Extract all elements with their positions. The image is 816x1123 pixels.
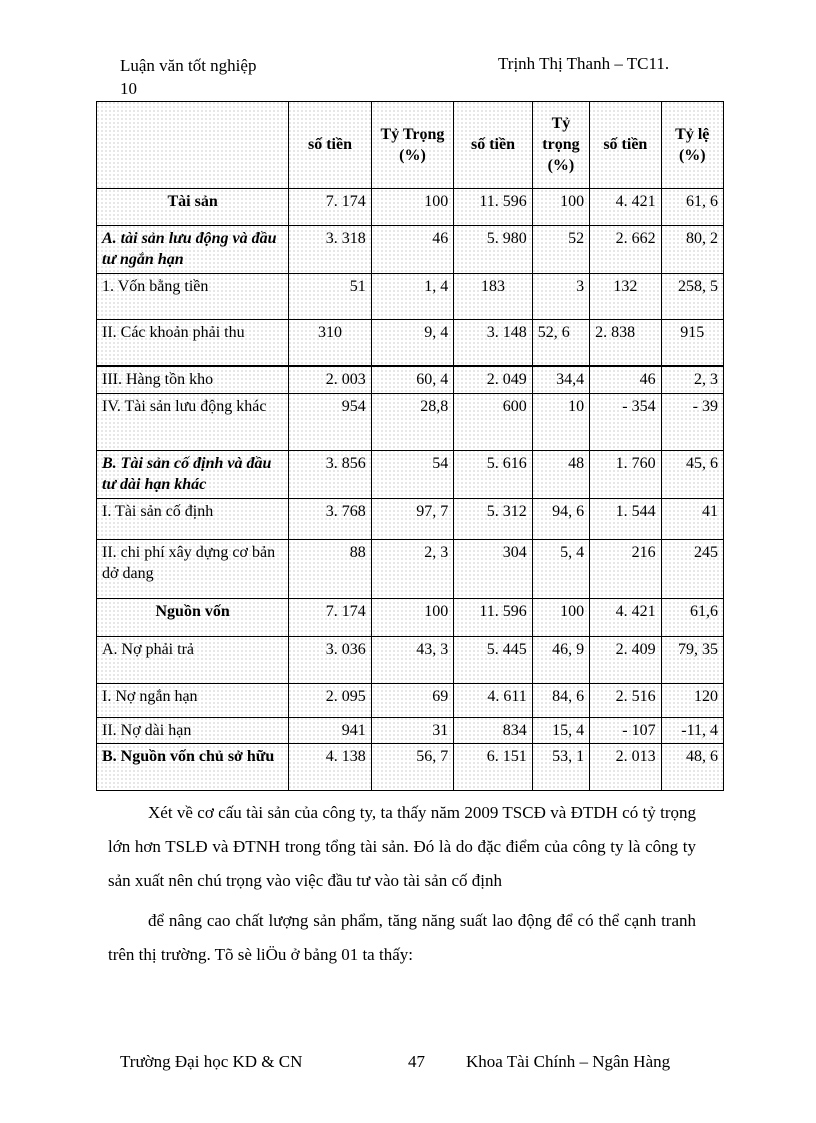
cell: 100 bbox=[371, 188, 454, 225]
cell: 4. 611 bbox=[454, 683, 533, 717]
cell: 2. 662 bbox=[590, 226, 661, 274]
cell: 60, 4 bbox=[371, 366, 454, 393]
cell: 3. 768 bbox=[289, 498, 372, 539]
cell: 11. 596 bbox=[454, 188, 533, 225]
cell: 5. 445 bbox=[454, 637, 533, 684]
cell: 3. 318 bbox=[289, 226, 372, 274]
cell: 51 bbox=[289, 273, 372, 320]
cell: 245 bbox=[661, 540, 723, 599]
cell: 41 bbox=[661, 498, 723, 539]
cell: 2. 049 bbox=[454, 366, 533, 393]
cell: 7. 174 bbox=[289, 598, 372, 636]
row-label: I. Nợ ngắn hạn bbox=[97, 683, 289, 717]
cell: 132 bbox=[590, 273, 661, 320]
cell: 304 bbox=[454, 540, 533, 599]
cell: 2. 409 bbox=[590, 637, 661, 684]
table-row bbox=[97, 744, 724, 791]
cell: 79, 35 bbox=[661, 637, 723, 684]
row-label: A. Nợ phải trả bbox=[97, 637, 289, 684]
cell: 28,8 bbox=[371, 393, 454, 451]
cell: 10 bbox=[532, 393, 589, 451]
header-cell: Tỷ Trọng (%) bbox=[371, 102, 454, 189]
cell: 4. 138 bbox=[289, 744, 372, 791]
row-label: III. Hàng tồn kho bbox=[97, 366, 289, 393]
cell: 56, 7 bbox=[371, 744, 454, 791]
cell: 5. 980 bbox=[454, 226, 533, 274]
cell: 258, 5 bbox=[661, 273, 723, 320]
cell: 46, 9 bbox=[532, 637, 589, 684]
table-row bbox=[97, 188, 724, 225]
cell: 2. 095 bbox=[289, 683, 372, 717]
row-label: II. Các khoản phải thu bbox=[97, 320, 289, 367]
cell: 61, 6 bbox=[661, 188, 723, 225]
table-row bbox=[97, 683, 724, 717]
cell: 54 bbox=[371, 451, 454, 499]
cell: 5. 312 bbox=[454, 498, 533, 539]
cell: 2. 013 bbox=[590, 744, 661, 791]
header-cell: số tiền bbox=[289, 102, 372, 189]
table-header-row bbox=[97, 102, 724, 189]
balance-table bbox=[96, 101, 724, 791]
paragraph-2: để nâng cao chất lượng sản phẩm, tăng năng suất lao động để có thể cạnh tranh trên thị trường. Tõ sè liÖu ở bảng 01 ta thấy: bbox=[108, 911, 696, 964]
cell: 2. 003 bbox=[289, 366, 372, 393]
row-label: I. Tài sản cố định bbox=[97, 498, 289, 539]
cell: 100 bbox=[371, 598, 454, 636]
author-name: Trịnh Thị Thanh – TC11. bbox=[498, 54, 670, 73]
cell: 69 bbox=[371, 683, 454, 717]
table-row bbox=[97, 273, 724, 320]
cell: 48 bbox=[532, 451, 589, 499]
cell: - 39 bbox=[661, 393, 723, 451]
header-cell: số tiền bbox=[454, 102, 533, 189]
cell: 3. 856 bbox=[289, 451, 372, 499]
cell: 5. 616 bbox=[454, 451, 533, 499]
cell: 11. 596 bbox=[454, 598, 533, 636]
cell: 310 bbox=[289, 320, 372, 367]
cell: 61,6 bbox=[661, 598, 723, 636]
cell: 94, 6 bbox=[532, 498, 589, 539]
cell: 3. 148 bbox=[454, 320, 533, 367]
table-row bbox=[97, 451, 724, 499]
row-label: B. Nguồn vốn chủ sở hữu bbox=[97, 744, 289, 791]
footer-page-number: 47 bbox=[408, 1052, 425, 1071]
cell: 88 bbox=[289, 540, 372, 599]
cell: 2, 3 bbox=[371, 540, 454, 599]
row-label: 1. Vốn bằng tiền bbox=[97, 273, 289, 320]
row-label: II. chi phí xây dựng cơ bản dở dang bbox=[97, 540, 289, 599]
cell: -11, 4 bbox=[661, 718, 723, 744]
cell: 46 bbox=[371, 226, 454, 274]
paragraph-1: Xét về cơ cấu tài sản của công ty, ta thấy năm 2009 TSCĐ và ĐTDH có tỷ trọng lớn hơn TSLĐ và ĐTNH trong tổng tài sản. Đó là do đặc điểm của công ty là công ty sản xuất nên chú trọng vào việc đầu tư vào tài sản cố định bbox=[108, 803, 696, 890]
body-text-continued bbox=[108, 904, 696, 972]
cell: 1. 544 bbox=[590, 498, 661, 539]
row-label: A. tài sản lưu động và đầu tư ngắn hạn bbox=[97, 226, 289, 274]
cell: 954 bbox=[289, 393, 372, 451]
cell: 4. 421 bbox=[590, 188, 661, 225]
table-row bbox=[97, 393, 724, 451]
cell: 3 bbox=[532, 273, 589, 320]
header-cell: Tỷ lệ (%) bbox=[661, 102, 723, 189]
cell: 34,4 bbox=[532, 366, 589, 393]
cell: 52, 6 bbox=[532, 320, 589, 367]
cell: 4. 421 bbox=[590, 598, 661, 636]
cell: 7. 174 bbox=[289, 188, 372, 225]
table-row bbox=[97, 366, 724, 393]
cell: 100 bbox=[532, 188, 589, 225]
thesis-title: Luận văn tốt nghiệp bbox=[120, 56, 257, 75]
cell: 216 bbox=[590, 540, 661, 599]
cell: 1. 760 bbox=[590, 451, 661, 499]
body-text bbox=[108, 796, 696, 898]
cell: 915 bbox=[661, 320, 723, 367]
cell: 46 bbox=[590, 366, 661, 393]
cell: 97, 7 bbox=[371, 498, 454, 539]
cell: 183 bbox=[454, 273, 533, 320]
cell: 43, 3 bbox=[371, 637, 454, 684]
cell: - 354 bbox=[590, 393, 661, 451]
cell: 100 bbox=[532, 598, 589, 636]
row-label: B. Tài sản cố định và đầu tư dài hạn khác bbox=[97, 451, 289, 499]
row-label: II. Nợ dài hạn bbox=[97, 718, 289, 744]
cell: 3. 036 bbox=[289, 637, 372, 684]
cell: 45, 6 bbox=[661, 451, 723, 499]
table-row bbox=[97, 540, 724, 599]
balance-table-wrapper bbox=[96, 101, 724, 791]
cell: - 107 bbox=[590, 718, 661, 744]
header-cell: số tiền bbox=[590, 102, 661, 189]
cell: 15, 4 bbox=[532, 718, 589, 744]
cell: 834 bbox=[454, 718, 533, 744]
footer-faculty: Khoa Tài Chính – Ngân Hàng bbox=[466, 1052, 671, 1071]
header-cell: Tỷ trọng (%) bbox=[532, 102, 589, 189]
header-left bbox=[120, 54, 256, 100]
table-row bbox=[97, 498, 724, 539]
cell: 6. 151 bbox=[454, 744, 533, 791]
cell: 48, 6 bbox=[661, 744, 723, 791]
cell: 1, 4 bbox=[371, 273, 454, 320]
cell: 5, 4 bbox=[532, 540, 589, 599]
cell: 53, 1 bbox=[532, 744, 589, 791]
table-row bbox=[97, 226, 724, 274]
table-row bbox=[97, 320, 724, 367]
table-row bbox=[97, 637, 724, 684]
cell: 52 bbox=[532, 226, 589, 274]
table-row bbox=[97, 718, 724, 744]
cell: 941 bbox=[289, 718, 372, 744]
cell: 84, 6 bbox=[532, 683, 589, 717]
cell: 600 bbox=[454, 393, 533, 451]
footer-school: Trường Đại học KD & CN bbox=[120, 1052, 303, 1071]
row-label: Tài sản bbox=[97, 188, 289, 225]
header-cell bbox=[97, 102, 289, 189]
cell: 2. 516 bbox=[590, 683, 661, 717]
row-label: Nguồn vốn bbox=[97, 598, 289, 636]
header-page-number: 10 bbox=[120, 79, 137, 98]
cell: 31 bbox=[371, 718, 454, 744]
cell: 9, 4 bbox=[371, 320, 454, 367]
cell: 2, 3 bbox=[661, 366, 723, 393]
cell: 2. 838 bbox=[590, 320, 661, 367]
row-label: IV. Tài sản lưu động khác bbox=[97, 393, 289, 451]
cell: 120 bbox=[661, 683, 723, 717]
cell: 80, 2 bbox=[661, 226, 723, 274]
table-row bbox=[97, 598, 724, 636]
